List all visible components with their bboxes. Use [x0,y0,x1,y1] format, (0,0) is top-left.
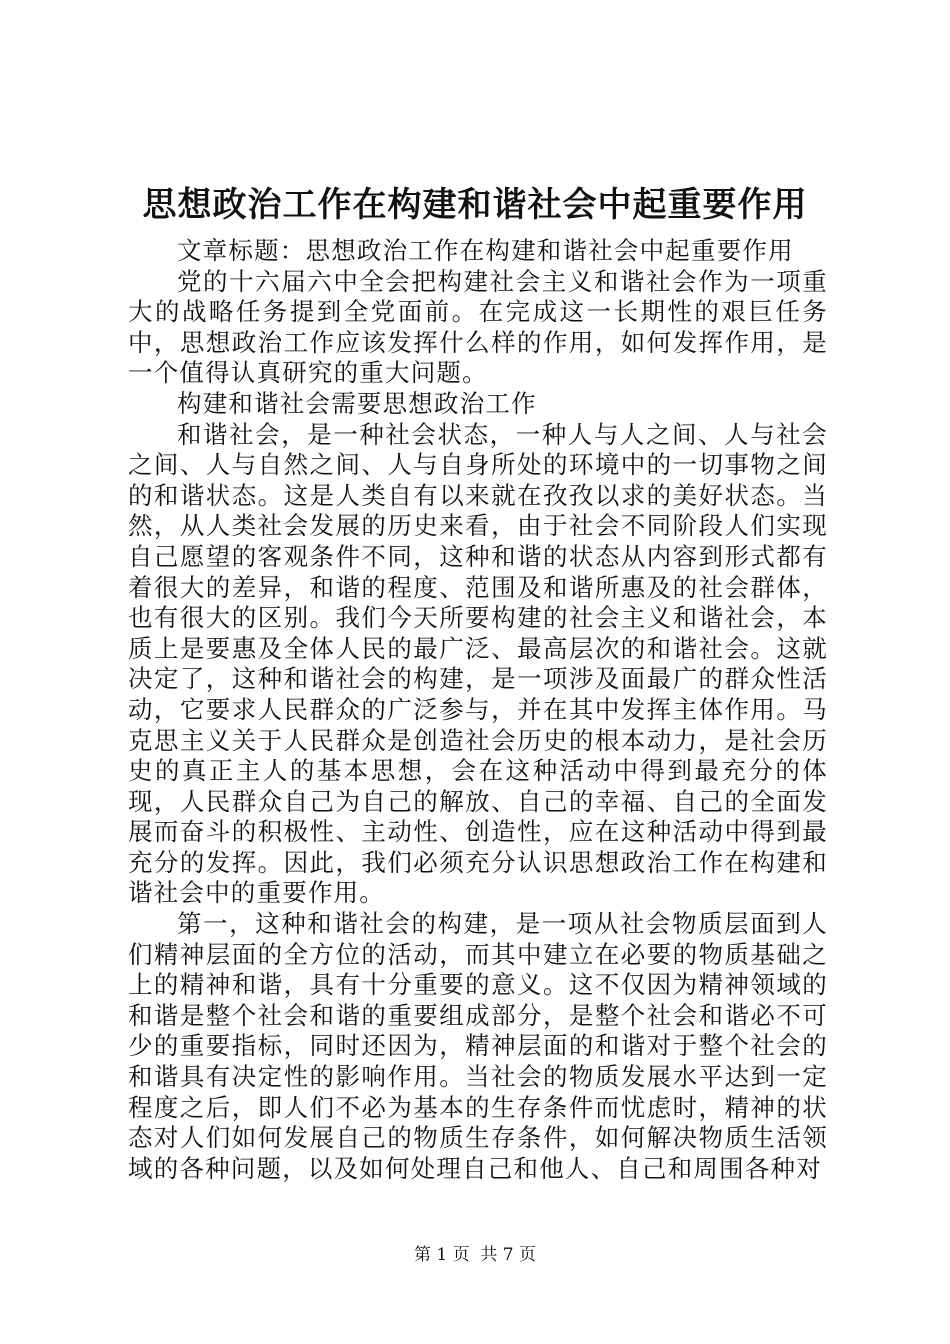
section-heading: 构建和谐社会需要思想政治工作 [177,388,537,418]
document-title: 思想政治工作在构建和谐社会中起重要作用 [142,185,808,225]
article-title-line: 文章标题：思想政治工作在构建和谐社会中起重要作用 [177,236,794,265]
body-paragraph: 党的十六届六中全会把构建社会主义和谐社会作为一项重大的战略任务提到全党面前。在完成这一长期性的艰巨任务中，思想政治工作应该发挥什么样的作用，如何发挥作用，是一个值得认真研究的重大问题。 [128,266,828,388]
body-paragraph: 和谐社会，是一种社会状态，一种人与人之间、人与社会之间、人与自然之间、人与自身所处的环境中的一切事物之间的和谐状态。这是人类自有以来就在孜孜以求的美好状态。当然，从人类社会发展的历史来看，由于社会不同阶段人们实现自己愿望的客观条件不同，这种和谐的状态从内容到形式都有着很大的差异，和谐的程度、范围及和谐所惠及的社会群体，也有很大的区别。我们今天所要构建的社会主义和谐社会，本质上是要惠及全体人民的最广泛、最高层次的和谐社会。这就决定了，这种和谐社会的构建，是一项涉及面最广的群众性活动，它要求人民群众的广泛参与，并在其中发挥主体作用。马克思主义关于人民群众是创造社会历史的根本动力，是社会历史的真正主人的基本思想，会在这种活动中得到最充分的体现，人民群众自己为自己的解放、自己的幸福、自己的全面发展而奋斗的积极性、主动性、创造性，应在这种活动中得到最充分的发挥。因此，我们必须充分认识思想政治工作在构建和谐社会中的重要作用。 [128,419,828,908]
body-paragraph: 第一，这种和谐社会的构建，是一项从社会物质层面到人们精神层面的全方位的活动，而其中建立在必要的物质基础之上的精神和谐，具有十分重要的意义。这不仅因为精神领域的和谐是整个社会和谐的重要组成部分，是整个社会和谐必不可少的重要指标，同时还因为，精神层面的和谐对于整个社会的和谐具有决定性的影响作用。当社会的物质发展水平达到一定程度之后，即人们不必为基本的生存条件而忧虑时，精神的状态对人们如何发展自己的物质生存条件，如何解决物质生活领域的各种问题，以及如何处理自己和他人、自己和周围各种对 [128,909,828,1183]
page-footer: 第 1 页 共 7 页 [413,1245,537,1265]
document-body [128,236,828,1184]
